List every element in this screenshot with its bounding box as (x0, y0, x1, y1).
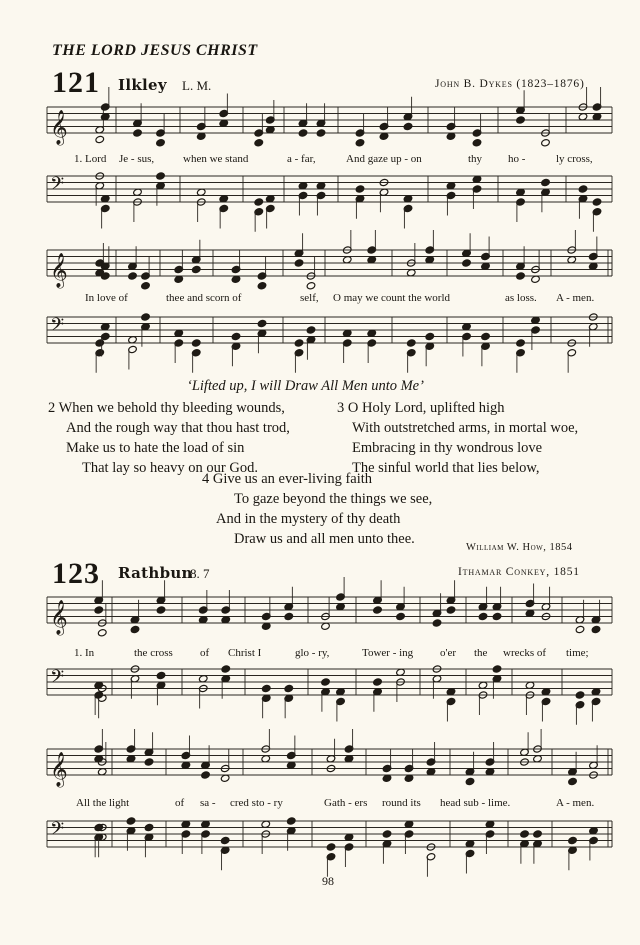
lyric: A - men. (556, 292, 595, 304)
composer-121: John B. Dykes (1823–1876) (435, 78, 585, 90)
lyric: 1. Lord (74, 153, 107, 165)
bass-clef-icon: 𝄢 (50, 819, 65, 844)
lyric: And gaze up - on (346, 153, 422, 165)
note-head (94, 606, 104, 614)
note-head (261, 684, 271, 692)
hymn-number-121: 121 (52, 66, 100, 99)
note-head (355, 139, 365, 147)
lyric: head sub - lime. (440, 797, 511, 809)
composer-123: Ithamar Conkey, 1851 (458, 566, 580, 578)
note-head (541, 139, 551, 147)
verse-line: The sinful world that lies below, (352, 460, 540, 476)
note-head (156, 606, 166, 614)
note-head (144, 823, 154, 831)
verse-line: With outstretched arms, in mortal woe, (352, 420, 579, 436)
verse-line: Embracing in thy wondrous love (352, 440, 543, 456)
lyric: All the light (76, 797, 130, 809)
note-head (382, 830, 392, 838)
note-head (481, 332, 491, 340)
treble-clef-icon: 𝄞 (50, 110, 68, 145)
note-head (516, 116, 526, 124)
lyric: the (474, 647, 488, 659)
lyric: of (175, 797, 185, 809)
note-head (425, 332, 435, 340)
note-head (221, 665, 231, 673)
note-head (316, 129, 326, 137)
verse-line: Draw us and all men unto thee. (234, 531, 415, 547)
note-head (306, 282, 316, 290)
note-head (284, 612, 294, 620)
lyric: O may we count the world (333, 292, 450, 304)
note-head (465, 777, 475, 785)
meter-123: 8. 7 (190, 566, 210, 581)
note-head (141, 282, 151, 290)
verse-line: 3 O Holy Lord, uplifted high (337, 400, 505, 416)
lyric: glo - ry, (295, 647, 330, 659)
note-head (191, 265, 201, 273)
lyric: of (200, 647, 210, 659)
verse-line: And the rough way that thou hast trod, (66, 420, 290, 436)
treble-clef-icon: 𝄞 (50, 253, 68, 288)
note-head (373, 678, 383, 686)
note-head (257, 282, 267, 290)
note-head (541, 178, 551, 186)
note-head (156, 139, 166, 147)
lyric: self, (300, 292, 319, 304)
lyric: the cross (134, 647, 173, 659)
note-head (568, 836, 578, 844)
note-head (478, 612, 488, 620)
bass-clef-icon: 𝄢 (50, 174, 65, 199)
note-head (592, 198, 602, 206)
note-head (298, 129, 308, 137)
note-head (201, 771, 211, 779)
lyric: Gath - ers (324, 797, 368, 809)
lyric: sa - (200, 797, 216, 809)
note-head (231, 332, 241, 340)
note-head (403, 122, 413, 130)
lyric: ho - (508, 153, 526, 165)
note-head (141, 313, 151, 321)
note-head (97, 629, 107, 637)
note-head (373, 606, 383, 614)
verse-line: And in the mystery of thy death (216, 511, 401, 527)
note-head (591, 625, 601, 633)
note-head (396, 612, 406, 620)
note-head (284, 684, 294, 692)
lyric: time; (566, 647, 589, 659)
note-head (578, 185, 588, 193)
note-head (516, 272, 526, 280)
hymn-number-123: 123 (52, 557, 100, 590)
note-head (95, 135, 105, 143)
lyric: round its (382, 797, 421, 809)
note-head (355, 185, 365, 193)
tune-name-rathbun: Rathbun (118, 564, 193, 582)
note-head (492, 612, 502, 620)
tune-name-ilkley: Ilkley (118, 76, 167, 94)
note-head (306, 326, 316, 334)
note-head (533, 830, 543, 838)
lyric: 1. In (74, 647, 95, 659)
lyric: In love of (85, 292, 128, 304)
note-head (575, 625, 585, 633)
lyric: thee and scorn of (166, 292, 242, 304)
note-head (144, 758, 154, 766)
note-head (254, 198, 264, 206)
note-head (286, 817, 296, 825)
note-head (321, 678, 331, 686)
note-head (520, 830, 530, 838)
lyric: Je - sus, (119, 153, 155, 165)
verse-3 (337, 398, 578, 478)
hymn-subtitle: ‘Lifted up, I will Draw All Men unto Me’ (187, 378, 424, 394)
section-title: THE LORD JESUS CHRIST (52, 42, 258, 59)
bass-clef-icon: 𝄢 (50, 667, 65, 692)
note-head (220, 836, 230, 844)
treble-clef-icon: 𝄞 (50, 752, 68, 787)
verse-line: To gaze beyond the things we see, (234, 491, 433, 507)
note-head (326, 843, 336, 851)
meter-121: L. M. (182, 78, 212, 93)
note-head (516, 339, 526, 347)
note-head (133, 129, 143, 137)
note-head (294, 339, 304, 347)
lyric: Christ I (228, 647, 262, 659)
bass-clef-icon: 𝄢 (50, 315, 65, 340)
note-head (446, 606, 456, 614)
note-head (128, 272, 138, 280)
note-head (294, 259, 304, 267)
note-head (126, 817, 136, 825)
lyric: A - men. (556, 797, 595, 809)
note-head (472, 139, 482, 147)
note-head (462, 259, 472, 267)
note-head (568, 777, 578, 785)
note-head (191, 339, 201, 347)
note-head (156, 671, 166, 679)
verse-line: Make us to hate the load of sin (66, 440, 245, 456)
note-head (575, 691, 585, 699)
treble-clef-icon: 𝄞 (50, 600, 68, 635)
lyric: wrecks of (503, 647, 547, 659)
verse-line: 4 Give us an ever-living faith (202, 471, 373, 487)
verse-line: 2 When we behold thy bleeding wounds, (48, 400, 285, 416)
note-head (432, 619, 442, 627)
author-credit: William W. How, 1854 (466, 542, 573, 553)
lyric: a - far, (287, 153, 316, 165)
verse-2 (48, 398, 290, 478)
page-number: 98 (322, 874, 334, 888)
note-head (406, 339, 416, 347)
lyric: ly cross, (556, 153, 593, 165)
note-head (130, 625, 140, 633)
lyric: cred sto - ry (230, 797, 283, 809)
lyric: Tower - ing (362, 647, 414, 659)
note-head (492, 665, 502, 673)
lyric: as loss. (505, 292, 537, 304)
lyric: when we stand (183, 153, 249, 165)
note-head (254, 139, 264, 147)
note-head (156, 172, 166, 180)
verse-line: That lay so heavy on our God. (82, 460, 258, 476)
lyric: o'er (440, 647, 457, 659)
note-head (257, 319, 267, 327)
lyric: thy (468, 153, 483, 165)
verse-4 (202, 469, 432, 549)
